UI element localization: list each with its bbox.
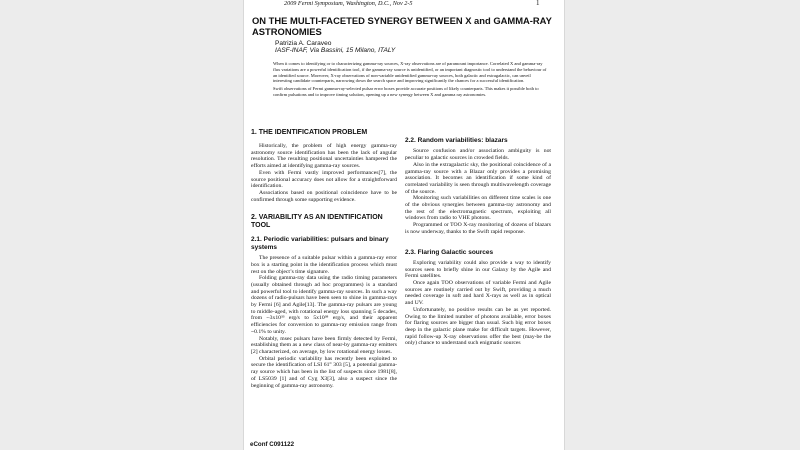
body-paragraph: Also in the extragalactic sky, the positional coincidence of a gamma-ray source with a Blazar only provides a promising association. It becomes an identification if some kind of correlated variability is seen through multiwavelength coverage of the source. <box>405 161 551 195</box>
subsection-heading: 2.2. Random variabilities: blazars <box>405 137 508 144</box>
body-paragraph: Even with Fermi vastly improved performances[7], the source positional accuracy does not allow for a straightforward identification. <box>251 169 397 190</box>
left-column <box>251 129 397 389</box>
header-text: 2009 Fermi Symposium, Washington, D.C., Nov 2-5 <box>284 0 413 7</box>
body-paragraph: Unfortunately, no positive results can be as yet reported. Owing to the limited number of photons available, error boxes for flaring sources are bigger than usual. Such big error boxes deep in the galactic plane make for difficult targets. However, rapid follow-up X-ray observations offer the best (may-be the only) chance to understand such enigmatic sources <box>405 306 551 347</box>
body-paragraph: Associations based on positional coincidence have to be confirmed through some supporting evidence. <box>251 189 397 203</box>
body-paragraph: Folding gamma-ray data using the radio timing parameters (usually obtained through ad hoc programmes) is a standard and powerful tool to identify gamma-ray sources. In such a way dozens of radio-pulsars have been seen to shine in gamma-rays by Fermi [6] and Agile[13]. The gamma-ray pulsars are young to middle-aged, with rotational energy loss spanning 5 decades, from ~3x10³³ erg/s to 5x10³⁸ erg/s, and their apparent efficiencies for conversion to gamma-ray emission range from ~0.1% to unity. <box>251 275 397 335</box>
section-heading: 1. THE IDENTIFICATION PROBLEM <box>251 129 368 136</box>
body-paragraph: Historically, the problem of high energy gamma-ray astronomy source identification has been the lack of angular resolution. The resulting positional uncertainties hampered the efforts aimed at identifying gamma-ray sources. <box>251 143 397 170</box>
body-paragraph: The presence of a suitable pulsar within a gamma-ray error box is a starting point in the identification process which must rest on the object’s time signature. <box>251 255 397 275</box>
abstract <box>273 61 549 100</box>
subsection-heading: 2.3. Flaring Galactic sources <box>405 248 494 256</box>
section-heading: 2. VARIABILITY AS AN IDENTIFICATION TOOL <box>251 214 383 230</box>
body-paragraph: Orbital periodic variability has recently been exploited to secure the identification of LSI 61° 303 [5], a potential gamma-ray source which has been in the list of suspects since 1981[8], of LS5039 [1] and of Cyg X3[3], also a suspect since the beginning of gamma-ray astronomy. <box>251 355 397 389</box>
body-paragraph: Once again TOO observations of variable Fermi and Agile sources are routinely carried out by Swift, providing a much needed coverage in soft and hard X-rays as well as in optical and UV. <box>405 280 551 307</box>
page-number: 1 <box>536 0 540 7</box>
subsection-heading: 2.1. Periodic variabilities: pulsars and binary systems <box>251 236 389 251</box>
body-paragraph: Monitoring such variabilities on different time scales is one of the obvious synergies between gamma-ray astronomy and the rest of the electromagnetic spectrum, exploiting all windows from radio to VHE photons. <box>405 195 551 222</box>
viewer-background-right <box>564 0 800 450</box>
body-paragraph: Notably, msec pulsars have been firmly detected by Fermi, establishing them as a new class of near-by gamma-ray emitters [2] characterized, on average, by low rotational energy losses. <box>251 335 397 355</box>
body-paragraph: Programmed or TOO X-ray monitoring of dozens of blazars is now underway, thanks to the Swift rapid response. <box>405 222 551 235</box>
author-name: Patrizia A. Caraveo <box>275 40 332 47</box>
paper-title: ON THE MULTI-FACETED SYNERGY BETWEEN X and GAMMA-RAY ASTRONOMIES <box>252 15 552 37</box>
body-paragraph: Exploring variability could also provide a way to identify sources seen to briefly shine in our Galaxy by the Agile and Fermi satellites. <box>405 259 551 280</box>
viewer-background-left <box>0 0 244 450</box>
page-edge-right <box>564 0 565 450</box>
document-page <box>244 0 564 450</box>
footer-conference-id: eConf C091122 <box>250 441 295 448</box>
right-column <box>405 137 551 347</box>
body-paragraph: Source confusion and/or association ambiguity is not peculiar to galactic sources in crowded fields. <box>405 148 551 162</box>
abstract-paragraph: When it comes to identifying or to characterizing gamma-ray sources, X-ray observations are of paramount importance. Correlated X and gamma-ray flux variations are a powerful identification tool, if the gamma-ray source is unidentified, or an important diagnostic tool to understand the behaviour of an identified source. Moreover, X-ray observations of non-variable unidentified gamma-ray sources, both galactic and extragalactic, can unveil interesting candidate counterparts, narrowing down the search space and improving significantly the chances for a successful identification. <box>273 61 547 84</box>
abstract-paragraph: Swift observations of Fermi gamma-ray-selected pulsar error boxes provide accurate positions of likely counterparts. This makes it possible both to confirm pulsations and to improve timing solution, opening up a new synergy between X and gamma ray astronomies. <box>273 86 539 97</box>
author-affiliation: IASF-INAF, Via Bassini, 15 Milano, ITALY <box>275 47 396 54</box>
